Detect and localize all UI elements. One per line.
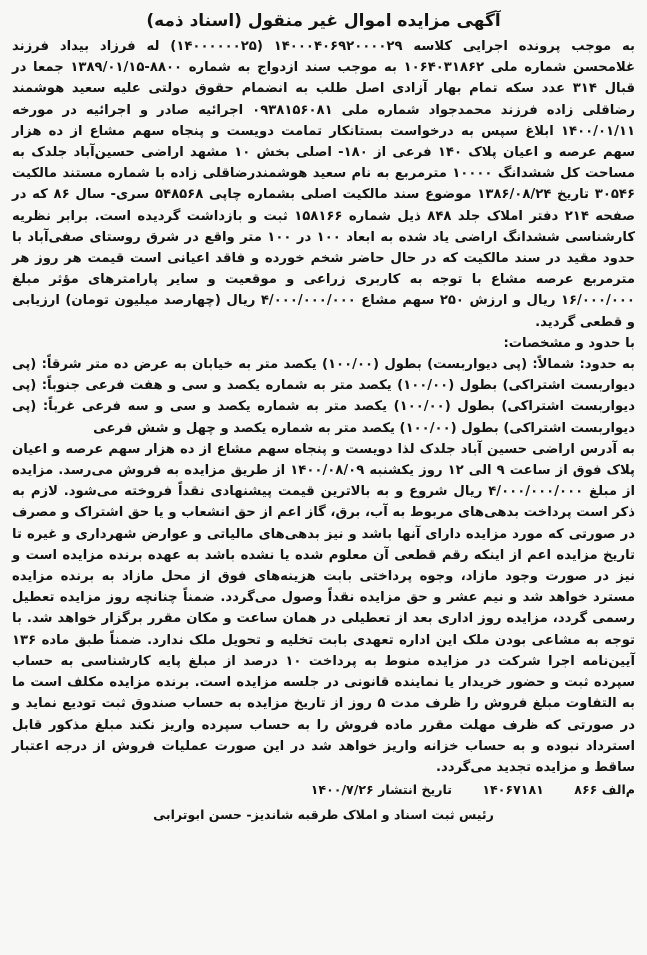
footer-ref: م‌الف ۸۶۶ bbox=[574, 782, 635, 798]
notice-title: آگهی مزایده اموال غیر منقول (اسناد ذمه) bbox=[146, 11, 501, 31]
boundaries-heading: با حدود و مشخصات: bbox=[503, 335, 635, 351]
footer-number: ۱۴۰۶۷۱۸۱ bbox=[482, 782, 544, 798]
boundaries-paragraph: به حدود: شمالاً: (پی دیواربست) بطول (۱۰۰/۰۰) یکصد متر به خیابان به عرض ده متر شرقاً: (پی دیواربست اشتراکی) بطول (۱۰۰/۰۰) یکصد متر به شماره یکصد و سی و هفت فرعی جنوباً: (پی دیواربست اشتراکی) بطول (۱۰۰/۰۰) یکصد متر به شماره یکصد و سی و سه فرعی غرباً: (پی دیواربست اشتراکی) بطول (۱۰۰/۰۰) یکصد متر به شماره یکصد و چهل و شش فرعی bbox=[12, 357, 636, 436]
footer-meta bbox=[12, 780, 635, 800]
footer-publish-date: تاریخ انتشار ۱۴۰۰/۷/۲۶ bbox=[310, 782, 452, 798]
auction-paragraph: به آدرس اراضی حسین آباد جلدک لذا دویست و پنجاه سهم مشاع از ده هزار سهم عرصه و اعیان پلاک فوق از ساعت ۹ الی ۱۲ روز یکشنبه ۱۴۰۰/۰۸/۰۹ از طریق مزایده به فروش می‌رسد. مزایده از مبلغ ۴/۰۰۰/۰۰۰/۰۰۰ ریال شروع و به بالاترین قیمت پیشنهادی نقداً فروخته می‌شود. لازم به ذکر است پرداخت بدهی‌های مربوط به آب، برق، گاز اعم از حق انشعاب و یا حق اشتراک و مصرف در صورتی که مورد مزایده دارای آنها باشد و نیز بدهی‌های مالیاتی و عوارض شهرداری و غیره تا تاریخ مزایده اعم از اینکه رقم قطعی آن معلوم شده یا نشده باشد به عهده برنده مزایده است و نیز در صورت وجود مازاد، وجوه پرداختی بابت هزینه‌های فوق از محل مازاد به برنده مزایده مسترد خواهد شد و نیم عشر و حق مزایده نقداً وصول می‌گردد. ضمناً چنانچه روز مزایده تعطیل رسمی گردد، مزایده روز اداری بعد از تعطیلی در همان ساعت و مکان مقرر برگزار خواهد شد. با توجه به مشاعی بودن ملک این اداره تعهدی بابت تخلیه و تحویل ملک ندارد. ضمناً طبق ماده ۱۳۶ آیین‌نامه اجرا شرکت در مزایده منوط به پرداخت ۱۰ درصد از مبلغ پایه کارشناسی به حساب سپرده ثبت و حضور خریدار یا نماینده قانونی در جلسه مزایده است. برنده مزایده مکلف است ما به التفاوت مبلغ فروش را ظرف مدت ۵ روز از تاریخ مزایده به حساب صندوق ثبت تودیع نماید و در صورتی که ظرف مهلت مقرر ماده فروش را به حساب سپرده واریز نکند مبلغ مذکور قابل استرداد نبوده و به حساب خزانه واریز خواهد شد در این صورت عملیات فروش از درجه اعتبار ساقط و مزایده تجدید می‌گردد. bbox=[12, 441, 636, 775]
intro-paragraph: به موجب پرونده اجرایی کلاسه ۱۴۰۰۰۴۰۶۹۲۰۰۰۰۲۹ (۱۴۰۰۰۰۰۰۲۵) له فرزاد بیداد فرزند غلامحسن شماره ملی ۱۰۶۴۰۳۱۸۶۲ به موجب سند ازدواج به شماره ۸۸۰۰-۱۳۸۹/۰۱/۱۵ جمعا در قبال ۳۱۴ عدد سکه تمام بهار آزادی اصل طلب به انضمام حقوق دولتی علیه سعید هوشمند رضاقلی زاده فرزند محمدجواد شماره ملی ۰۹۳۸۱۵۶۰۸۱ اجرائیه صادر و اجرائیه در مورخه ۱۴۰۰/۰۱/۱۱ ابلاغ سپس به درخواست بستانکار تمامت دویست و پنجاه سهم مشاع از ده هزار سهم عرصه و اعیان پلاک ۱۴۰ فرعی از ۱۸۰- اصلی بخش ۱۰ مشهد اراضی حسین‌آباد جلدک به مساحت کل ششدانگ ۱۰۰۰۰ مترمربع به نام سعید هوشمندرضاقلی زاده با شماره مستند مالکیت ۳۰۵۴۶ تاریخ ۱۳۸۶/۰۸/۲۴ موضوع سند مالکیت اصلی بشماره چاپی ۵۴۸۵۶۸ سری- سال ۸۶ که در صفحه ۲۱۴ دفتر املاک جلد ۸۴۸ ذیل شماره ۱۵۸۱۶۶ ثبت و بازداشت گردیده است. برابر نظریه کارشناسی ششدانگ اراضی یاد شده به ابعاد ۱۰۰ در ۱۰۰ متر واقع در شرق روستای صفی‌آباد با حدود مقید در سند مالکیت که در حال حاضر شخم خورده و فاقد اعیانی است قیمت هر روز هر مترمربع عرصه مشاع با توجه به کاربری زراعی و موقعیت و سایر پارامترهای مؤثر مبلغ ۱۶/۰۰۰/۰۰۰ ریال و ارزش ۲۵۰ سهم مشاع ۴/۰۰۰/۰۰۰/۰۰۰ ریال (چهارصد میلیون تومان) ارزیابی و قطعی گردید. bbox=[12, 39, 636, 330]
signature: رئیس ثبت اسناد و املاک طرقبه شاندیز- حسن ابوترابی bbox=[153, 807, 494, 823]
